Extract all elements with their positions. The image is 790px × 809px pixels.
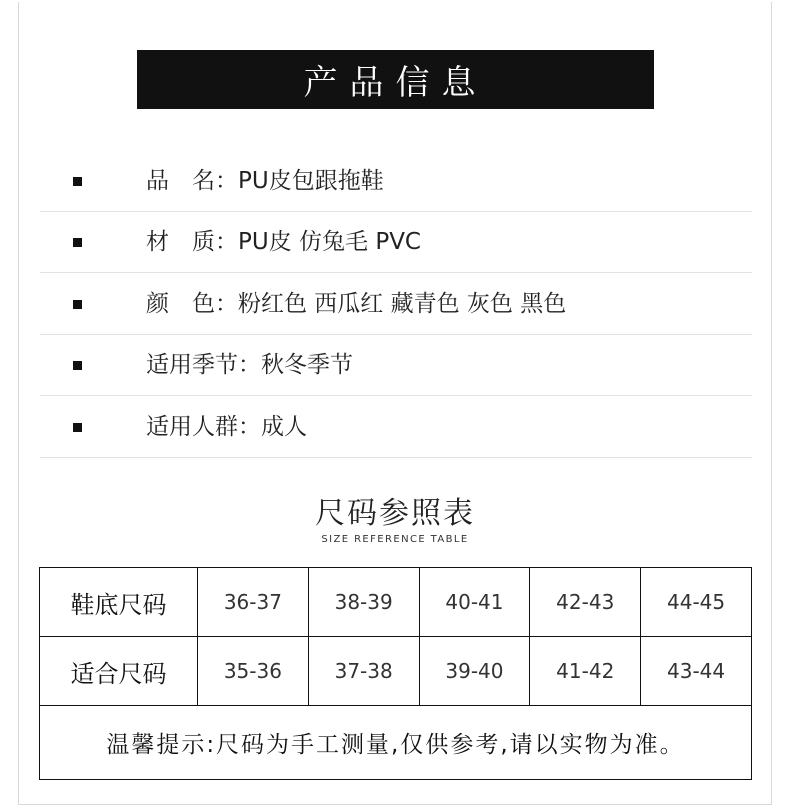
info-label: 材 质： [146,229,238,255]
table-cell: 35-36 [198,637,309,706]
table-cell: 38-39 [308,568,419,637]
bullet-icon [73,177,82,186]
section-title-product-info [137,50,654,109]
divider [40,272,752,273]
info-row-color [40,274,752,335]
bullet-icon [73,423,82,432]
table-cell: 36-37 [198,568,309,637]
size-reference-table [39,567,752,780]
info-label: 品 名： [146,168,238,194]
info-value: 粉红色 西瓜红 藏青色 灰色 黑色 [238,291,567,317]
table-cell: 41-42 [530,637,641,706]
table-cell: 40-41 [419,568,530,637]
info-text [146,226,421,258]
table-row [40,706,752,780]
row-header: 适合尺码 [40,637,198,706]
table-cell: 43-44 [641,637,752,706]
row-header: 鞋底尺码 [40,568,198,637]
info-text [146,411,307,443]
info-text [146,349,353,381]
info-value: PU皮包跟拖鞋 [238,168,384,194]
divider [40,395,752,396]
info-label: 适用人群： [146,414,261,440]
divider [40,457,752,458]
table-cell: 44-45 [641,568,752,637]
info-value: 秋冬季节 [261,352,353,378]
info-row-material [40,212,752,273]
info-text [146,165,384,197]
table-cell: 42-43 [530,568,641,637]
info-text [146,288,566,320]
size-table-subtitle: SIZE REFERENCE TABLE [321,534,469,545]
table-row [40,568,752,637]
table-cell: 37-38 [308,637,419,706]
table-cell: 39-40 [419,637,530,706]
info-value: PU皮 仿兔毛 PVC [238,229,421,255]
page-title: 产品信息 [303,63,488,103]
bullet-icon [73,361,82,370]
info-label: 适用季节： [146,352,261,378]
size-table-title: 尺码参照表 [315,496,475,531]
info-value: 成人 [261,414,307,440]
table-row [40,637,752,706]
info-row-name [40,151,752,212]
info-label: 颜 色： [146,291,238,317]
info-row-season [40,335,752,396]
bullet-icon [73,238,82,247]
size-note: 温馨提示:尺码为手工测量,仅供参考,请以实物为准。 [40,706,752,780]
bullet-icon [73,300,82,309]
info-row-audience [40,397,752,458]
